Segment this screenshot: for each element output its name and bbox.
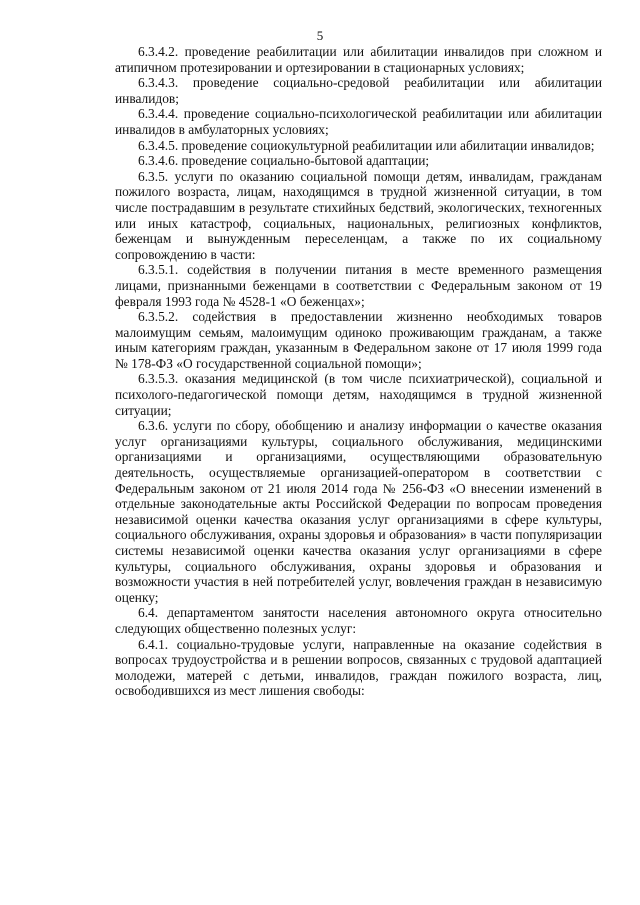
paragraph-6-3-5-1: 6.3.5.1. содействия в получении питания в месте временного размещения лицами, признанными беженцами в соответствии с Федеральным законом от 19 февраля 1993 года № 4528-1 «О беженцах»; xyxy=(115,262,602,309)
paragraph-6-3-4-3: 6.3.4.3. проведение социально-средовой реабилитации или абилитации инвалидов; xyxy=(115,75,602,106)
paragraph-6-4: 6.4. департаментом занятости населения автономного округа относительно следующих общественно полезных услуг: xyxy=(115,605,602,636)
paragraph-6-3-6: 6.3.6. услуги по сбору, обобщению и анализу информации о качестве оказания услуг организациями культуры, социального обслуживания, медицинскими организациями и организациями, осуществляющими образовательную деятельность, осуществляемые организацией-оператором в соответствии с Федеральным законом от 21 июля 2014 года № 256-ФЗ «О внесении изменений в отдельные законодательные акты Российской Федерации по вопросам проведения независимой оценки качества оказания услуг организациями в сфере культуры, социального обслуживания, охраны здоровья и образования» в части популяризации системы независимой оценки качества оказания услуг организациями в сфере культуры, социального обслуживания, охраны здоровья и образования и возможности участия в ней потребителей услуг, вовлечения граждан в независимую оценку; xyxy=(115,418,602,605)
paragraph-6-3-4-4: 6.3.4.4. проведение социально-психологической реабилитации или абилитации инвалидов в амбулаторных условиях; xyxy=(115,106,602,137)
paragraph-6-3-5: 6.3.5. услуги по оказанию социальной помощи детям, инвалидам, гражданам пожилого возраста, лицам, находящимся в трудной жизненной ситуации, в том числе пострадавшим в результате стихийных бедствий, экологических, техногенных или иных катастроф, социальных, национальных, религиозных конфликтов, беженцам и вынужденным переселенцам, а также по их социальному сопровождению в части: xyxy=(115,168,602,262)
paragraph-6-4-1: 6.4.1. социально-трудовые услуги, направленные на оказание содействия в вопросах трудоустройства и в решении вопросов, связанных с трудовой адаптацией молодежи, матерей с детьми, инвалидов, граждан пожилого возраста, лиц, освободившихся из мест лишения свободы: xyxy=(115,636,602,699)
page-number: 5 xyxy=(316,28,324,43)
paragraph-6-3-4-6: 6.3.4.6. проведение социально-бытовой адаптации; xyxy=(138,153,430,169)
paragraph-6-3-4-5: 6.3.4.5. проведение социокультурной реабилитации или абилитации инвалидов; xyxy=(138,137,595,153)
paragraph-6-3-5-3: 6.3.5.3. оказания медицинской (в том числе психиатрической), социальной и психолого-педагогической помощи детям, находящимся в трудной жизненной ситуации; xyxy=(115,371,602,418)
document-body xyxy=(115,44,602,699)
paragraph-6-3-5-2: 6.3.5.2. содействия в предоставлении жизненно необходимых товаров малоимущим семьям, малоимущим одиноко проживающим гражданам, а также иным категориям граждан, указанным в Федеральном законе от 17 июля 1999 года № 178-ФЗ «О государственной социальной помощи»; xyxy=(115,309,602,371)
paragraph-6-3-4-2: 6.3.4.2. проведение реабилитации или абилитации инвалидов при сложном и атипичном протезировании и ортезировании в стационарных условиях; xyxy=(115,44,602,75)
